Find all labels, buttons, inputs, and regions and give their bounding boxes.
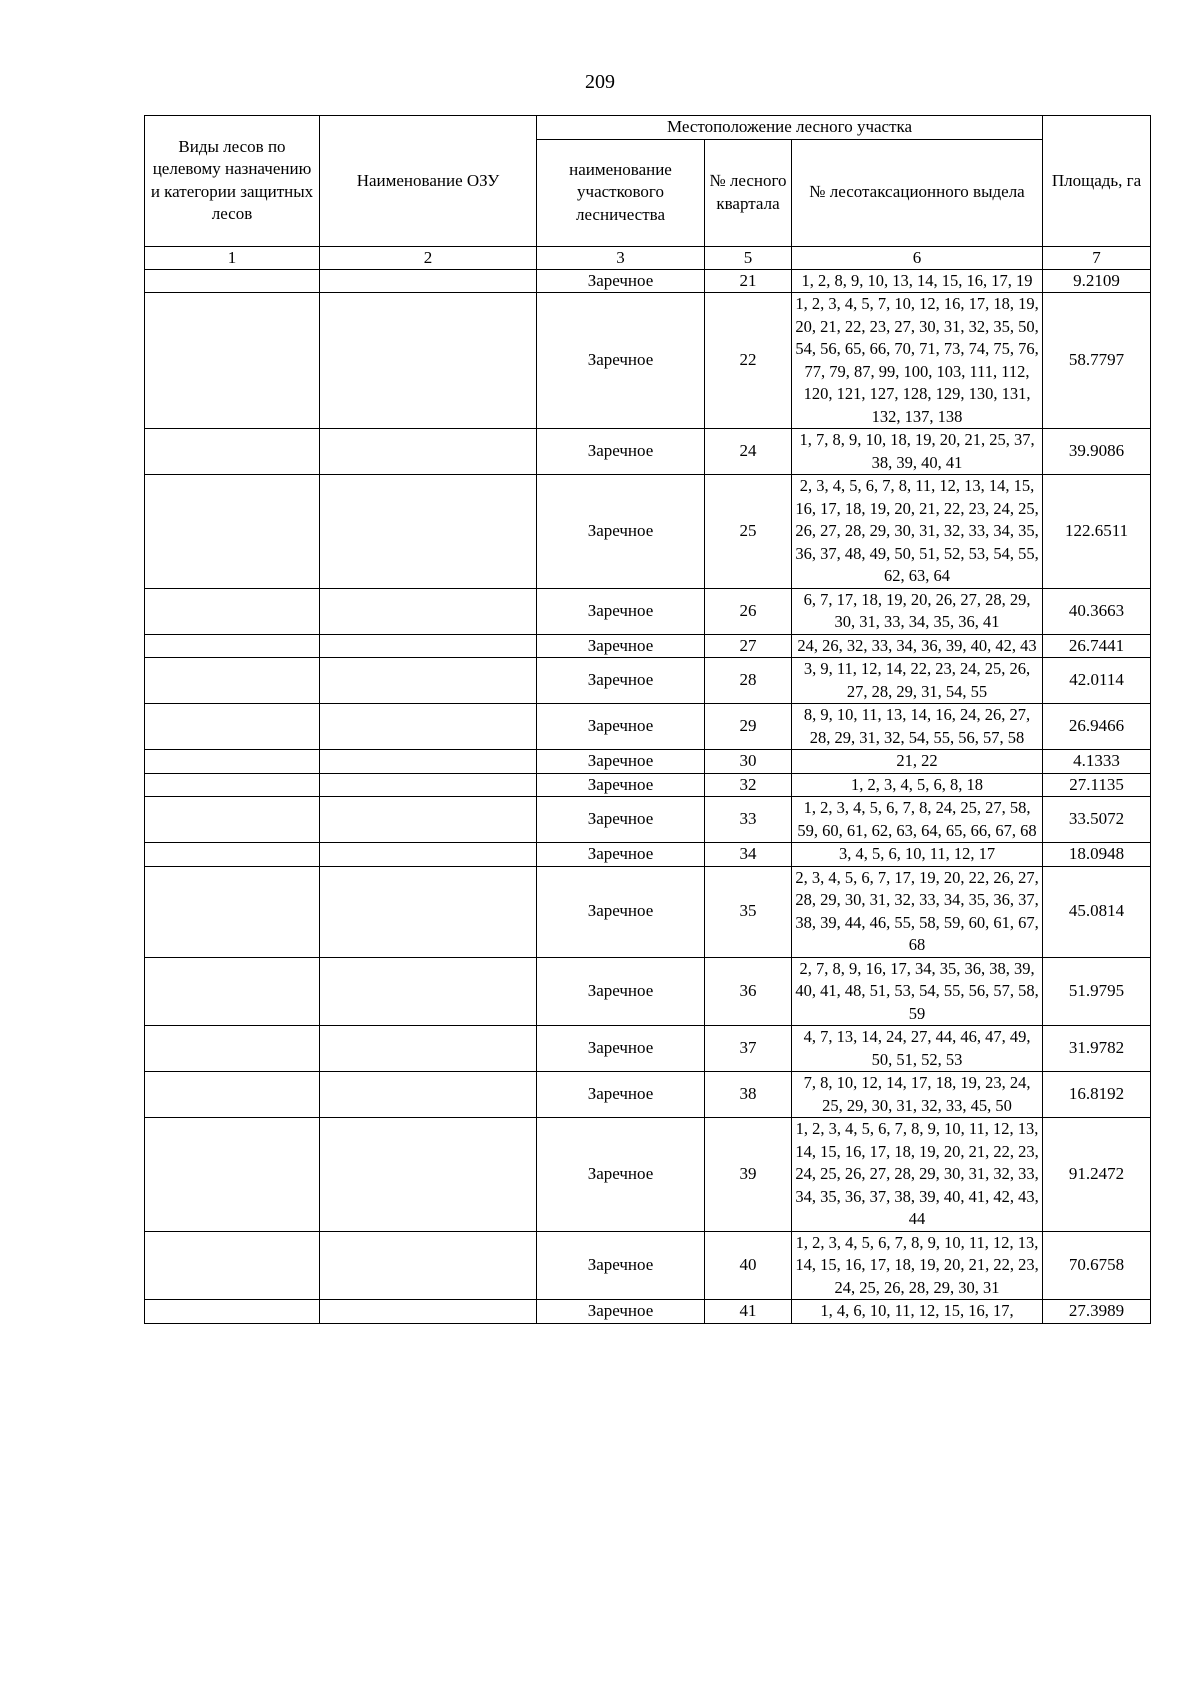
column-number: 2 bbox=[320, 246, 537, 269]
ozu-name-cell bbox=[320, 704, 537, 750]
table-row bbox=[145, 269, 1151, 293]
forest-type-cell bbox=[145, 475, 320, 589]
ozu-name-cell bbox=[320, 1118, 537, 1232]
allotment-cell: 21, 22 bbox=[792, 750, 1043, 774]
forest-type-cell bbox=[145, 588, 320, 634]
ozu-name-cell bbox=[320, 588, 537, 634]
area-cell: 31.9782 bbox=[1043, 1026, 1151, 1072]
ozu-name-cell bbox=[320, 1072, 537, 1118]
forest-type-cell bbox=[145, 1072, 320, 1118]
quarter-cell: 28 bbox=[705, 658, 792, 704]
column-number-row bbox=[145, 246, 1151, 269]
district-cell: Заречное bbox=[537, 1231, 705, 1300]
forest-type-cell bbox=[145, 1026, 320, 1072]
quarter-cell: 29 bbox=[705, 704, 792, 750]
area-cell: 39.9086 bbox=[1043, 429, 1151, 475]
header-quarter: № лесного квартала bbox=[705, 139, 792, 246]
allotment-cell: 4, 7, 13, 14, 24, 27, 44, 46, 47, 49, 50, 51, 52, 53 bbox=[792, 1026, 1043, 1072]
ozu-name-cell bbox=[320, 1231, 537, 1300]
allotment-cell: 2, 3, 4, 5, 6, 7, 17, 19, 20, 22, 26, 27, 28, 29, 30, 31, 32, 33, 34, 35, 36, 37, 38, 39, 44, 46, 55, 58, 59, 60, 61, 67, 68 bbox=[792, 866, 1043, 957]
allotment-cell: 24, 26, 32, 33, 34, 36, 39, 40, 42, 43 bbox=[792, 634, 1043, 658]
area-cell: 40.3663 bbox=[1043, 588, 1151, 634]
district-cell: Заречное bbox=[537, 750, 705, 774]
district-cell: Заречное bbox=[537, 773, 705, 797]
table-row bbox=[145, 634, 1151, 658]
forest-type-cell bbox=[145, 704, 320, 750]
district-cell: Заречное bbox=[537, 866, 705, 957]
ozu-name-cell bbox=[320, 750, 537, 774]
table-row bbox=[145, 293, 1151, 429]
ozu-name-cell bbox=[320, 843, 537, 867]
table-row bbox=[145, 429, 1151, 475]
area-cell: 33.5072 bbox=[1043, 797, 1151, 843]
allotment-cell: 1, 7, 8, 9, 10, 18, 19, 20, 21, 25, 37, 38, 39, 40, 41 bbox=[792, 429, 1043, 475]
ozu-name-cell bbox=[320, 429, 537, 475]
area-cell: 58.7797 bbox=[1043, 293, 1151, 429]
allotment-cell: 1, 2, 3, 4, 5, 6, 7, 8, 9, 10, 11, 12, 13, 14, 15, 16, 17, 18, 19, 20, 21, 22, 23, 24, 25, 26, 28, 29, 30, 31 bbox=[792, 1231, 1043, 1300]
area-cell: 27.1135 bbox=[1043, 773, 1151, 797]
area-cell: 16.8192 bbox=[1043, 1072, 1151, 1118]
table-row bbox=[145, 704, 1151, 750]
forest-type-cell bbox=[145, 797, 320, 843]
quarter-cell: 21 bbox=[705, 269, 792, 293]
area-cell: 26.7441 bbox=[1043, 634, 1151, 658]
allotment-cell: 1, 4, 6, 10, 11, 12, 15, 16, 17, bbox=[792, 1300, 1043, 1324]
area-cell: 122.6511 bbox=[1043, 475, 1151, 589]
allotment-cell: 3, 9, 11, 12, 14, 22, 23, 24, 25, 26, 27, 28, 29, 31, 54, 55 bbox=[792, 658, 1043, 704]
allotment-cell: 1, 2, 3, 4, 5, 6, 8, 18 bbox=[792, 773, 1043, 797]
quarter-cell: 40 bbox=[705, 1231, 792, 1300]
area-cell: 9.2109 bbox=[1043, 269, 1151, 293]
allotment-cell: 1, 2, 3, 4, 5, 6, 7, 8, 9, 10, 11, 12, 13, 14, 15, 16, 17, 18, 19, 20, 21, 22, 23, 24, 25, 26, 27, 28, 29, 30, 31, 32, 33, 34, 35, 36, 37, 38, 39, 40, 41, 42, 43, 44 bbox=[792, 1118, 1043, 1232]
forest-type-cell bbox=[145, 269, 320, 293]
area-cell: 42.0114 bbox=[1043, 658, 1151, 704]
forest-type-cell bbox=[145, 293, 320, 429]
forest-type-cell bbox=[145, 957, 320, 1026]
table-row bbox=[145, 588, 1151, 634]
district-cell: Заречное bbox=[537, 797, 705, 843]
area-cell: 27.3989 bbox=[1043, 1300, 1151, 1324]
district-cell: Заречное bbox=[537, 843, 705, 867]
district-cell: Заречное bbox=[537, 658, 705, 704]
header-ozu-name: Наименование ОЗУ bbox=[320, 116, 537, 247]
header-location-group: Местоположение лесного участка bbox=[537, 116, 1043, 140]
forest-plots-table bbox=[144, 115, 1151, 1324]
forest-type-cell bbox=[145, 429, 320, 475]
quarter-cell: 27 bbox=[705, 634, 792, 658]
district-cell: Заречное bbox=[537, 269, 705, 293]
header-forest-type: Виды лесов по целевому назначению и категории защитных лесов bbox=[145, 116, 320, 247]
allotment-cell: 2, 3, 4, 5, 6, 7, 8, 11, 12, 13, 14, 15, 16, 17, 18, 19, 20, 21, 22, 23, 24, 25, 26, 27, 28, 29, 30, 31, 32, 33, 34, 35, 36, 37, 48, 49, 50, 51, 52, 53, 54, 55, 62, 63, 64 bbox=[792, 475, 1043, 589]
quarter-cell: 36 bbox=[705, 957, 792, 1026]
district-cell: Заречное bbox=[537, 1300, 705, 1324]
quarter-cell: 39 bbox=[705, 1118, 792, 1232]
area-cell: 4.1333 bbox=[1043, 750, 1151, 774]
table-row bbox=[145, 866, 1151, 957]
district-cell: Заречное bbox=[537, 1118, 705, 1232]
district-cell: Заречное bbox=[537, 1072, 705, 1118]
allotment-cell: 6, 7, 17, 18, 19, 20, 26, 27, 28, 29, 30, 31, 33, 34, 35, 36, 41 bbox=[792, 588, 1043, 634]
quarter-cell: 35 bbox=[705, 866, 792, 957]
table-row bbox=[145, 1118, 1151, 1232]
allotment-cell: 1, 2, 3, 4, 5, 6, 7, 8, 24, 25, 27, 58, 59, 60, 61, 62, 63, 64, 65, 66, 67, 68 bbox=[792, 797, 1043, 843]
ozu-name-cell bbox=[320, 293, 537, 429]
column-number: 3 bbox=[537, 246, 705, 269]
quarter-cell: 22 bbox=[705, 293, 792, 429]
area-cell: 51.9795 bbox=[1043, 957, 1151, 1026]
district-cell: Заречное bbox=[537, 475, 705, 589]
table-row bbox=[145, 1231, 1151, 1300]
ozu-name-cell bbox=[320, 866, 537, 957]
column-number: 6 bbox=[792, 246, 1043, 269]
forest-type-cell bbox=[145, 1118, 320, 1232]
district-cell: Заречное bbox=[537, 588, 705, 634]
ozu-name-cell bbox=[320, 1300, 537, 1324]
area-cell: 91.2472 bbox=[1043, 1118, 1151, 1232]
table-row bbox=[145, 1300, 1151, 1324]
allotment-cell: 8, 9, 10, 11, 13, 14, 16, 24, 26, 27, 28, 29, 31, 32, 54, 55, 56, 57, 58 bbox=[792, 704, 1043, 750]
quarter-cell: 26 bbox=[705, 588, 792, 634]
forest-type-cell bbox=[145, 750, 320, 774]
table-row bbox=[145, 1026, 1151, 1072]
allotment-cell: 7, 8, 10, 12, 14, 17, 18, 19, 23, 24, 25, 29, 30, 31, 32, 33, 45, 50 bbox=[792, 1072, 1043, 1118]
table-row bbox=[145, 773, 1151, 797]
header-district: наименование участкового лесничества bbox=[537, 139, 705, 246]
forest-type-cell bbox=[145, 1231, 320, 1300]
allotment-cell: 1, 2, 8, 9, 10, 13, 14, 15, 16, 17, 19 bbox=[792, 269, 1043, 293]
quarter-cell: 38 bbox=[705, 1072, 792, 1118]
quarter-cell: 41 bbox=[705, 1300, 792, 1324]
column-number: 1 bbox=[145, 246, 320, 269]
ozu-name-cell bbox=[320, 957, 537, 1026]
allotment-cell: 3, 4, 5, 6, 10, 11, 12, 17 bbox=[792, 843, 1043, 867]
district-cell: Заречное bbox=[537, 704, 705, 750]
header-area: Площадь, га bbox=[1043, 116, 1151, 247]
table-row bbox=[145, 475, 1151, 589]
quarter-cell: 24 bbox=[705, 429, 792, 475]
quarter-cell: 30 bbox=[705, 750, 792, 774]
forest-type-cell bbox=[145, 843, 320, 867]
allotment-cell: 1, 2, 3, 4, 5, 7, 10, 12, 16, 17, 18, 19, 20, 21, 22, 23, 27, 30, 31, 32, 35, 50, 54, 56, 65, 66, 70, 71, 73, 74, 75, 76, 77, 79, 87, 99, 100, 103, 111, 112, 120, 121, 127, 128, 129, 130, 131, 132, 137, 138 bbox=[792, 293, 1043, 429]
ozu-name-cell bbox=[320, 475, 537, 589]
district-cell: Заречное bbox=[537, 429, 705, 475]
quarter-cell: 37 bbox=[705, 1026, 792, 1072]
table-row bbox=[145, 797, 1151, 843]
area-cell: 45.0814 bbox=[1043, 866, 1151, 957]
quarter-cell: 34 bbox=[705, 843, 792, 867]
column-number: 7 bbox=[1043, 246, 1151, 269]
forest-type-cell bbox=[145, 773, 320, 797]
district-cell: Заречное bbox=[537, 957, 705, 1026]
district-cell: Заречное bbox=[537, 293, 705, 429]
ozu-name-cell bbox=[320, 658, 537, 704]
allotment-cell: 2, 7, 8, 9, 16, 17, 34, 35, 36, 38, 39, 40, 41, 48, 51, 53, 54, 55, 56, 57, 58, 59 bbox=[792, 957, 1043, 1026]
district-cell: Заречное bbox=[537, 1026, 705, 1072]
ozu-name-cell bbox=[320, 269, 537, 293]
ozu-name-cell bbox=[320, 797, 537, 843]
forest-type-cell bbox=[145, 658, 320, 704]
header-allotment: № лесотаксационного выдела bbox=[792, 139, 1043, 246]
area-cell: 26.9466 bbox=[1043, 704, 1151, 750]
quarter-cell: 33 bbox=[705, 797, 792, 843]
table-row bbox=[145, 658, 1151, 704]
area-cell: 70.6758 bbox=[1043, 1231, 1151, 1300]
forest-type-cell bbox=[145, 1300, 320, 1324]
ozu-name-cell bbox=[320, 1026, 537, 1072]
table-row bbox=[145, 1072, 1151, 1118]
ozu-name-cell bbox=[320, 773, 537, 797]
ozu-name-cell bbox=[320, 634, 537, 658]
quarter-cell: 25 bbox=[705, 475, 792, 589]
table-row bbox=[145, 843, 1151, 867]
district-cell: Заречное bbox=[537, 634, 705, 658]
quarter-cell: 32 bbox=[705, 773, 792, 797]
table-row bbox=[145, 957, 1151, 1026]
forest-type-cell bbox=[145, 866, 320, 957]
column-number: 5 bbox=[705, 246, 792, 269]
page-number: 209 bbox=[585, 71, 615, 93]
forest-type-cell bbox=[145, 634, 320, 658]
table-row bbox=[145, 750, 1151, 774]
area-cell: 18.0948 bbox=[1043, 843, 1151, 867]
